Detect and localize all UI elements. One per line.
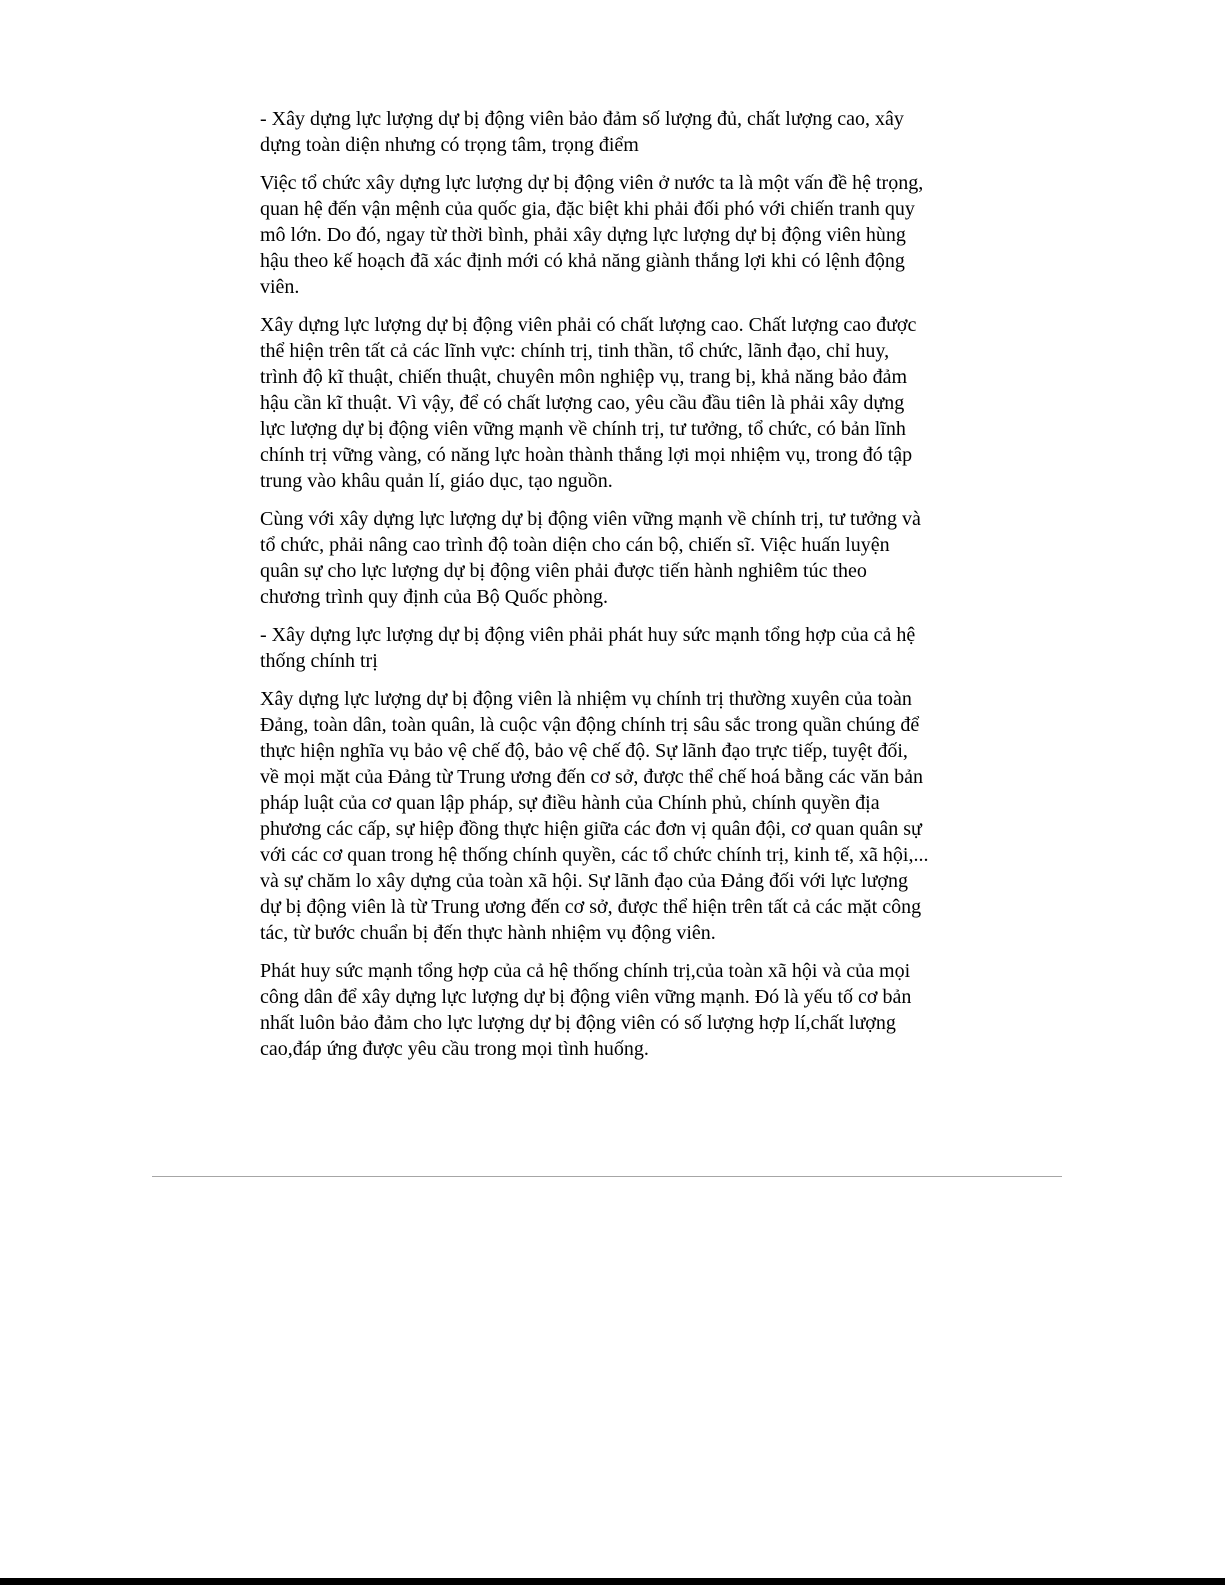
document-body xyxy=(260,106,960,1074)
paragraph-2: Xây dựng lực lượng dự bị động viên phải có chất lượng cao. Chất lượng cao được thể hiện trên tất cả các lĩnh vực: chính trị, tinh thần, tổ chức, lãnh đạo, chỉ huy, trình độ kĩ thuật, chiến thuật, chuyên môn nghiệp vụ, trang bị, khả năng bảo đảm hậu cần kĩ thuật. Vì vậy, để có chất lượng cao, yêu cầu đầu tiên là phải xây dựng lực lượng dự bị động viên vững mạnh về chính trị, tư tưởng, tổ chức, có bản lĩnh chính trị vững vàng, có năng lực hoàn thành thắng lợi mọi nhiệm vụ, trong đó tập trung vào khâu quản lí, giáo dục, tạo nguồn. xyxy=(260,314,917,492)
bottom-edge-bar xyxy=(0,1578,1225,1585)
paragraph-3: Cùng với xây dựng lực lượng dự bị động viên vững mạnh về chính trị, tư tưởng và tổ chức, phải nâng cao trình độ toàn diện cho cán bộ, chiến sĩ. Việc huấn luyện quân sự cho lực lượng dự bị động viên phải được tiến hành nghiêm túc theo chương trình quy định của Bộ Quốc phòng. xyxy=(260,508,921,608)
paragraph-heading-1: - Xây dựng lực lượng dự bị động viên bảo đảm số lượng đủ, chất lượng cao, xây dựng toàn diện nhưng có trọng tâm, trọng điểm xyxy=(260,108,904,156)
paragraph-heading-2: - Xây dựng lực lượng dự bị động viên phải phát huy sức mạnh tổng hợp của cả hệ thống chính trị xyxy=(260,624,916,672)
page-divider xyxy=(152,1176,1062,1177)
paragraph-4: Xây dựng lực lượng dự bị động viên là nhiệm vụ chính trị thường xuyên của toàn Đảng, toàn dân, toàn quân, là cuộc vận động chính trị sâu sắc trong quần chúng để thực hiện nghĩa vụ bảo vệ chế độ, bảo vệ chế độ. Sự lãnh đạo trực tiếp, tuyệt đối, về mọi mặt của Đảng từ Trung ương đến cơ sở, được thể chế hoá bằng các văn bản pháp luật của cơ quan lập pháp, sự điều hành của Chính phủ, chính quyền địa phương các cấp, sự hiệp đồng thực hiện giữa các đơn vị quân đội, cơ quan quân sự với các cơ quan trong hệ thống chính quyền, các tổ chức chính trị, kinh tế, xã hội,... và sự chăm lo xây dựng của toàn xã hội. Sự lãnh đạo của Đảng đối với lực lượng dự bị động viên là từ Trung ương đến cơ sở, được thể hiện trên tất cả các mặt công tác, từ bước chuẩn bị đến thực hành nhiệm vụ động viên. xyxy=(260,688,929,944)
paragraph-1: Việc tổ chức xây dựng lực lượng dự bị động viên ở nước ta là một vấn đề hệ trọng, quan hệ đến vận mệnh của quốc gia, đặc biệt khi phải đối phó với chiến tranh quy mô lớn. Do đó, ngay từ thời bình, phải xây dựng lực lượng dự bị động viên hùng hậu theo kế hoạch đã xác định mới có khả năng giành thắng lợi khi có lệnh động viên. xyxy=(260,172,924,298)
paragraph-5: Phát huy sức mạnh tổng hợp của cả hệ thống chính trị,của toàn xã hội và của mọi công dân để xây dựng lực lượng dự bị động viên vững mạnh. Đó là yếu tố cơ bản nhất luôn bảo đảm cho lực lượng dự bị động viên có số lượng hợp lí,chất lượng cao,đáp ứng được yêu cầu trong mọi tình huống. xyxy=(260,960,912,1060)
